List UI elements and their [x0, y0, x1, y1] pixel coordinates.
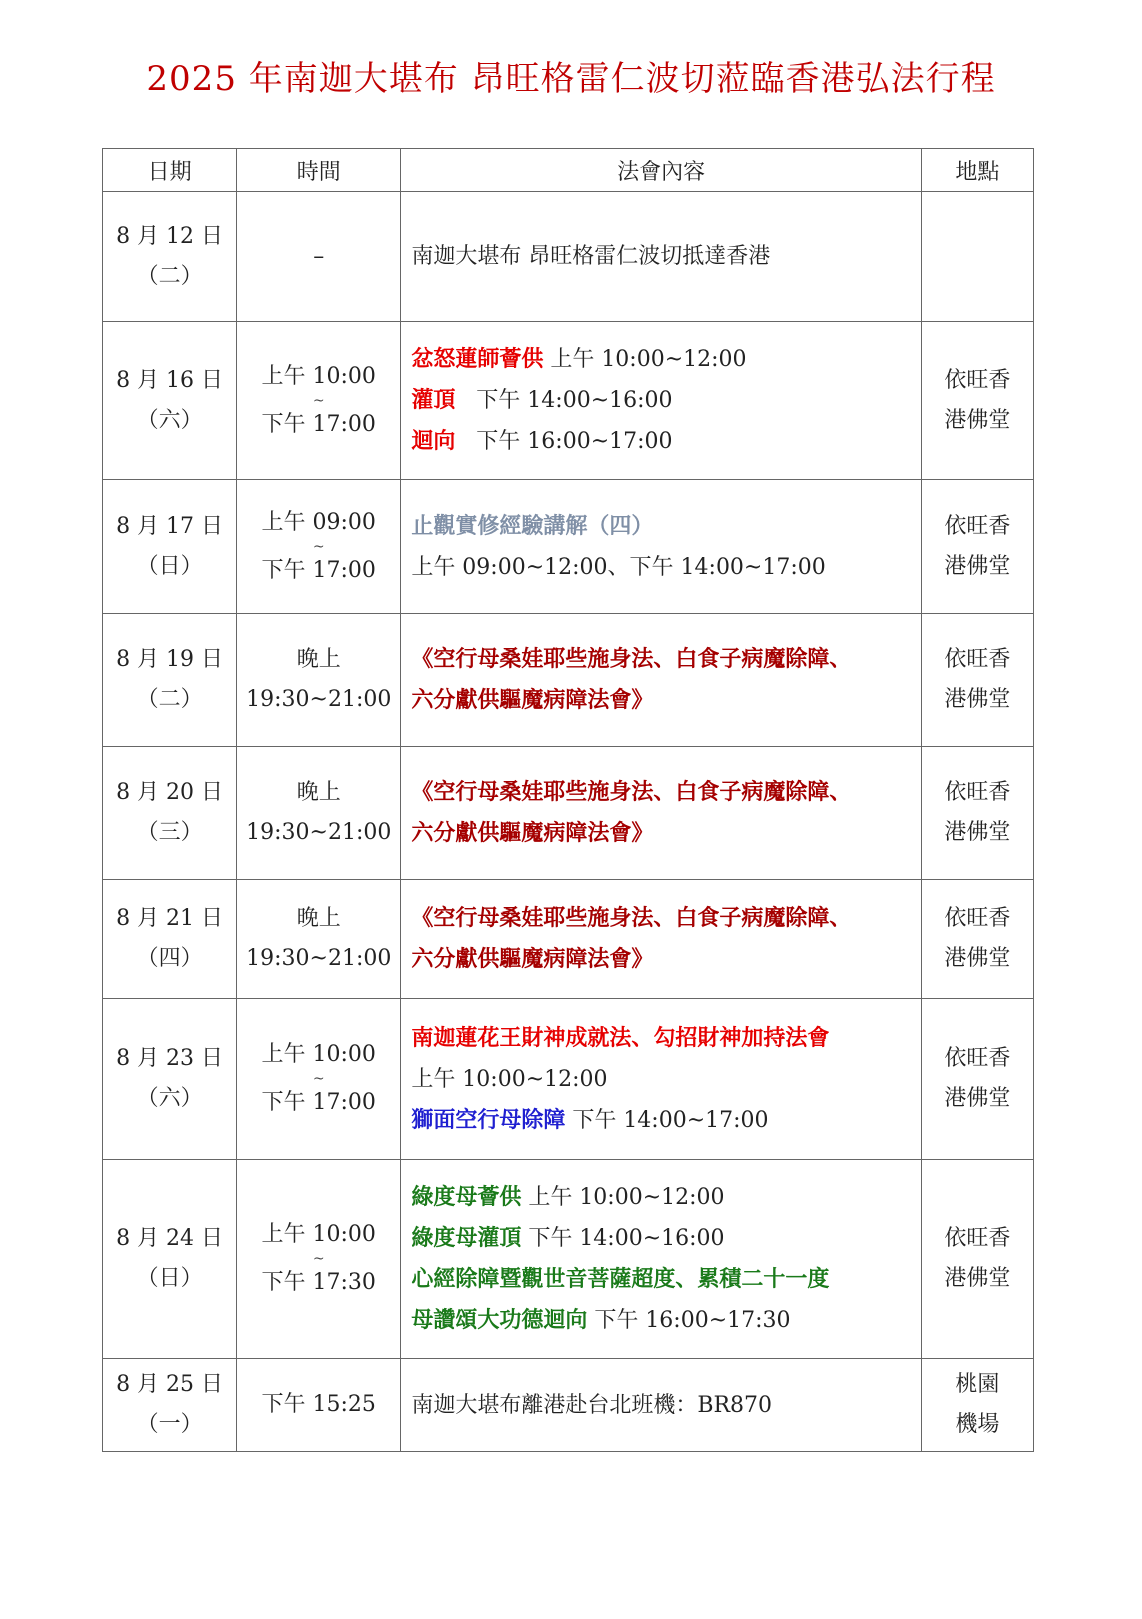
- weekday-text: （二）: [136, 687, 203, 712]
- time-start: 上午 10:00: [261, 1042, 376, 1067]
- event-name: 《空行母桑娃耶些施身法、白食子病魔除障、: [411, 905, 852, 931]
- time-end: 19:30~21:00: [246, 820, 392, 845]
- time-tilde: ~: [312, 1071, 325, 1087]
- header-date: 日期: [103, 149, 237, 192]
- event-time: 下午 14:00~16:00: [521, 1226, 725, 1251]
- event-line: [411, 380, 921, 421]
- place-line: 依旺香: [944, 906, 1011, 931]
- date-cell: [103, 192, 237, 322]
- place-line: 港佛堂: [944, 553, 1011, 579]
- time-tilde: ~: [312, 1251, 325, 1267]
- weekday-text: （一）: [136, 1412, 203, 1437]
- content-cell: [401, 192, 922, 322]
- table-row: [103, 480, 1034, 614]
- event-name: 《空行母桑娃耶些施身法、白食子病魔除障、: [411, 646, 852, 672]
- header-content: 法會內容: [401, 149, 922, 192]
- time-start: 上午 10:00: [261, 363, 376, 389]
- event-name: 止觀實修經驗講解（四）: [411, 512, 654, 539]
- event-time: 下午 16:00~17:00: [455, 429, 673, 454]
- event-time: 上午 09:00~12:00、下午 14:00~17:00: [411, 554, 826, 580]
- date-text: 8 月 23 日: [116, 1046, 224, 1071]
- date-text: 8 月 19 日: [116, 647, 224, 672]
- place-cell: [921, 480, 1033, 614]
- event-time: 下午 16:00~17:30: [587, 1308, 791, 1333]
- event-time: 下午 14:00~17:00: [565, 1107, 769, 1133]
- time-tilde: ~: [312, 392, 325, 409]
- content-cell: [401, 999, 922, 1160]
- event-name: 綠度母薈供: [411, 1184, 522, 1210]
- place-line: 依旺香: [944, 1046, 1011, 1071]
- date-cell: [103, 1359, 237, 1452]
- time-tilde: ~: [312, 538, 325, 555]
- date-text: 8 月 17 日: [116, 513, 224, 539]
- time-start: 晚上: [296, 647, 341, 672]
- event-name: 灌頂: [411, 387, 456, 413]
- event-name: 《空行母桑娃耶些施身法、白食子病魔除障、: [411, 779, 852, 805]
- date-text: 8 月 25 日: [116, 1372, 224, 1397]
- event-line: [411, 421, 921, 462]
- date-cell: [103, 1160, 237, 1359]
- time-cell: [237, 747, 401, 880]
- place-cell: [921, 322, 1033, 480]
- place-cell: [921, 999, 1033, 1160]
- event-name: 獅面空行母除障: [411, 1106, 566, 1133]
- content-cell: [401, 1160, 922, 1359]
- event-name: 六分獻供驅魔病障法會》: [411, 820, 654, 846]
- time-text: –: [313, 243, 325, 269]
- place-line: 依旺香: [944, 513, 1011, 539]
- date-cell: [103, 999, 237, 1160]
- time-cell: [237, 1359, 401, 1452]
- event-line: [411, 339, 921, 380]
- time-end: 下午 17:30: [261, 1270, 376, 1295]
- table-header-row: [103, 149, 1034, 192]
- time-cell: [237, 1160, 401, 1359]
- time-cell: [237, 880, 401, 999]
- time-end: 19:30~21:00: [246, 687, 392, 712]
- event-time: 下午 14:00~16:00: [455, 388, 673, 413]
- date-text: 8 月 21 日: [116, 906, 224, 931]
- event-line: [411, 1218, 921, 1259]
- time-cell: [237, 480, 401, 614]
- event-line: [411, 1300, 921, 1341]
- date-cell: [103, 747, 237, 880]
- event-name: 母讚頌大功德迴向: [411, 1307, 588, 1333]
- event-name: 心經除障暨觀世音菩薩超度、累積二十一度: [411, 1266, 830, 1292]
- weekday-text: （四）: [136, 946, 203, 971]
- table-row: [103, 747, 1034, 880]
- table-row: [103, 999, 1034, 1160]
- header-place: 地點: [921, 149, 1033, 192]
- time-cell: [237, 614, 401, 747]
- content-cell: [401, 1359, 922, 1452]
- date-text: 8 月 12 日: [116, 223, 224, 249]
- place-cell: [921, 192, 1033, 322]
- weekday-text: （六）: [136, 407, 203, 433]
- table-row: [103, 614, 1034, 747]
- event-name: 六分獻供驅魔病障法會》: [411, 687, 654, 713]
- place-line: 依旺香: [944, 367, 1011, 393]
- event-line: [411, 1177, 921, 1218]
- place-line: 依旺香: [944, 780, 1011, 805]
- time-end: 下午 17:00: [261, 557, 376, 583]
- table-row: [103, 880, 1034, 999]
- time-start: 上午 10:00: [261, 1222, 376, 1247]
- time-cell: [237, 999, 401, 1160]
- event-name: 綠度母灌頂: [411, 1225, 522, 1251]
- place-cell: [921, 880, 1033, 999]
- place-line: 港佛堂: [944, 1266, 1011, 1291]
- weekday-text: （日）: [136, 553, 203, 579]
- place-line: 桃園: [955, 1372, 1000, 1397]
- time-cell: [237, 322, 401, 480]
- event-time: 上午 10:00~12:00: [543, 347, 747, 372]
- weekday-text: （二）: [136, 263, 203, 289]
- content-cell: [401, 880, 922, 999]
- event-name: 迴向: [411, 428, 456, 454]
- content-cell: [401, 322, 922, 480]
- date-cell: [103, 614, 237, 747]
- time-start: 晚上: [296, 780, 341, 805]
- date-cell: [103, 880, 237, 999]
- place-line: 港佛堂: [944, 946, 1011, 971]
- content-text: 南迦大堪布離港赴台北班機：BR870: [411, 1392, 773, 1418]
- place-cell: [921, 1359, 1033, 1452]
- table-row: [103, 1160, 1034, 1359]
- content-cell: [401, 747, 922, 880]
- weekday-text: （六）: [136, 1086, 203, 1111]
- place-line: 機場: [955, 1412, 1000, 1437]
- schedule-table: [102, 148, 1034, 1452]
- event-name: 六分獻供驅魔病障法會》: [411, 946, 654, 972]
- place-line: 港佛堂: [944, 1086, 1011, 1111]
- time-cell: [237, 192, 401, 322]
- place-line: 港佛堂: [944, 687, 1011, 712]
- date-text: 8 月 24 日: [116, 1226, 224, 1251]
- place-line: 港佛堂: [944, 820, 1011, 845]
- time-end: 19:30~21:00: [246, 946, 392, 971]
- place-cell: [921, 747, 1033, 880]
- place-cell: [921, 614, 1033, 747]
- place-line: 港佛堂: [944, 407, 1011, 433]
- time-end: 下午 17:00: [261, 411, 376, 437]
- date-cell: [103, 322, 237, 480]
- time-text: 下午 15:25: [261, 1392, 376, 1417]
- event-name: 忿怒蓮師薈供: [411, 346, 544, 372]
- event-line: [411, 1100, 921, 1141]
- event-name: 南迦蓮花王財神成就法、勾招財神加持法會: [411, 1024, 830, 1051]
- place-line: 依旺香: [944, 647, 1011, 672]
- content-cell: [401, 480, 922, 614]
- event-time: 上午 10:00~12:00: [521, 1185, 725, 1210]
- table-row: [103, 322, 1034, 480]
- place-cell: [921, 1160, 1033, 1359]
- weekday-text: （三）: [136, 820, 203, 845]
- date-text: 8 月 20 日: [116, 780, 224, 805]
- date-cell: [103, 480, 237, 614]
- content-cell: [401, 614, 922, 747]
- weekday-text: （日）: [136, 1266, 203, 1291]
- content-text: 南迦大堪布 昂旺格雷仁波切抵達香港: [411, 244, 771, 269]
- time-start: 上午 09:00: [261, 509, 376, 535]
- table-row: [103, 1359, 1034, 1452]
- header-time: 時間: [237, 149, 401, 192]
- date-text: 8 月 16 日: [116, 367, 224, 393]
- event-time: 上午 10:00~12:00: [411, 1066, 608, 1092]
- time-end: 下午 17:00: [261, 1090, 376, 1115]
- time-start: 晚上: [296, 906, 341, 931]
- table-row: [103, 192, 1034, 322]
- page-title: 2025 年南迦大堪布 昂旺格雷仁波切蒞臨香港弘法行程: [146, 59, 996, 99]
- place-line: 依旺香: [944, 1226, 1011, 1251]
